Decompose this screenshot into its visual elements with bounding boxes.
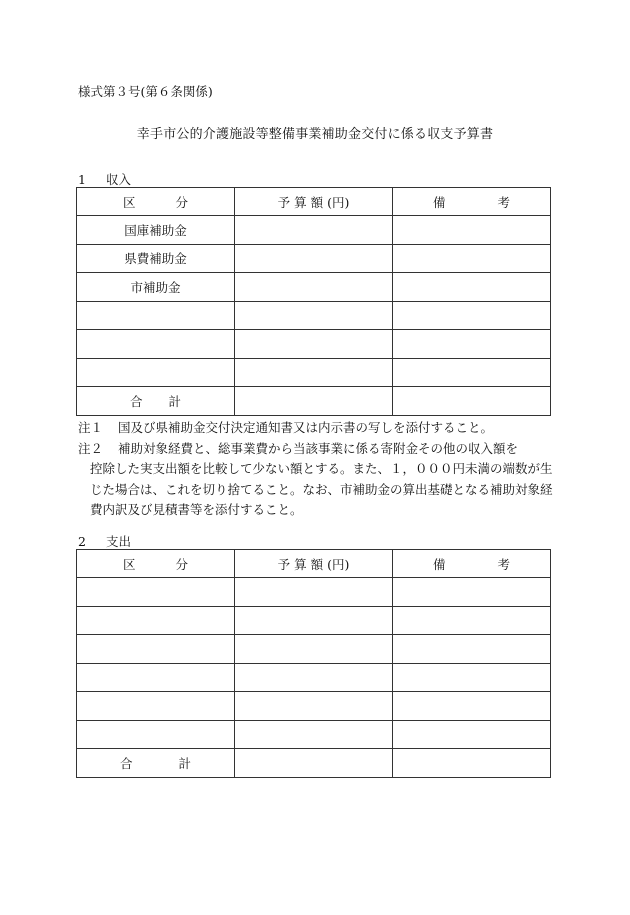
budget-cell [235, 720, 393, 749]
note-text: 国及び県補助金交付決定通知書又は内示書の写しを添付すること。 [118, 420, 494, 435]
budget-cell [235, 692, 393, 721]
table-row [77, 692, 551, 721]
income-label: 収入 [106, 172, 132, 187]
budget-cell [235, 330, 393, 359]
category-cell [77, 301, 235, 330]
table-row [77, 663, 551, 692]
expenditure-table [76, 549, 551, 778]
total-label: 合 計 [77, 749, 235, 778]
category-cell [77, 330, 235, 359]
remarks-cell [393, 358, 551, 387]
remarks-header: 備 考 [393, 188, 551, 216]
form-number: 様式第３号(第６条関係) [78, 84, 213, 99]
remarks-cell [393, 578, 551, 607]
remarks-cell [393, 663, 551, 692]
budget-cell [235, 273, 393, 302]
income-table [76, 187, 551, 416]
category-cell: 県費補助金 [77, 244, 235, 273]
notes [78, 418, 558, 521]
income-total-row [77, 387, 551, 416]
note-text: 補助対象経費と、総事業費から当該事業に係る寄附金その他の収入額を [118, 440, 519, 456]
remarks-cell [393, 273, 551, 302]
document-title: 幸手市公的介護施設等整備事業補助金交付に係る収支予算書 [136, 127, 494, 142]
total-remarks-cell [393, 749, 551, 778]
remarks-cell [393, 244, 551, 273]
category-cell [77, 606, 235, 635]
remarks-cell [393, 606, 551, 635]
budget-cell [235, 578, 393, 607]
table-row [77, 606, 551, 635]
budget-cell [235, 606, 393, 635]
income-header-row [77, 188, 551, 216]
remarks-cell [393, 635, 551, 664]
budget-header: 予 算 額 (円) [235, 550, 393, 578]
expenditure-heading [78, 532, 131, 550]
total-label: 合 計 [77, 387, 235, 416]
total-remarks-cell [393, 387, 551, 416]
category-cell [77, 578, 235, 607]
budget-cell [235, 301, 393, 330]
remarks-cell [393, 720, 551, 749]
expenditure-total-row [77, 749, 551, 778]
budget-cell [235, 358, 393, 387]
expenditure-label: 支出 [106, 534, 132, 549]
category-cell [77, 720, 235, 749]
table-row [77, 720, 551, 749]
category-cell: 市補助金 [77, 273, 235, 302]
remarks-header: 備 考 [393, 550, 551, 578]
table-row [77, 635, 551, 664]
note-2 [78, 439, 558, 521]
total-budget-cell [235, 749, 393, 778]
note-1 [78, 418, 558, 439]
category-cell [77, 663, 235, 692]
category-header: 区 分 [77, 188, 235, 216]
table-row [77, 578, 551, 607]
remarks-cell [393, 216, 551, 245]
table-row [77, 244, 551, 273]
category-cell [77, 358, 235, 387]
category-cell: 国庫補助金 [77, 216, 235, 245]
budget-cell [235, 635, 393, 664]
category-cell [77, 635, 235, 664]
table-row [77, 216, 551, 245]
expenditure-header-row [77, 550, 551, 578]
category-header: 区 分 [77, 550, 235, 578]
remarks-cell [393, 330, 551, 359]
note-label: 注２ [78, 440, 104, 456]
table-row [77, 301, 551, 330]
budget-cell [235, 216, 393, 245]
category-cell [77, 692, 235, 721]
income-heading [78, 170, 131, 188]
expenditure-number: 2 [78, 534, 86, 549]
table-row [77, 358, 551, 387]
budget-header: 予 算 額 (円) [235, 188, 393, 216]
note-label: 注１ [78, 420, 104, 435]
remarks-cell [393, 301, 551, 330]
total-budget-cell [235, 387, 393, 416]
table-row [77, 330, 551, 359]
table-row [77, 273, 551, 302]
budget-cell [235, 663, 393, 692]
remarks-cell [393, 692, 551, 721]
note-continuation: 控除した実支出額を比較して少ない額とする。また、１，０００円未満の端数が生じた場合は、これを切り捨てること。なお、市補助金の算出基礎となる補助対象経費内訳及び見積書等を添付すること。 [90, 461, 553, 517]
budget-cell [235, 244, 393, 273]
income-number: 1 [78, 172, 86, 187]
